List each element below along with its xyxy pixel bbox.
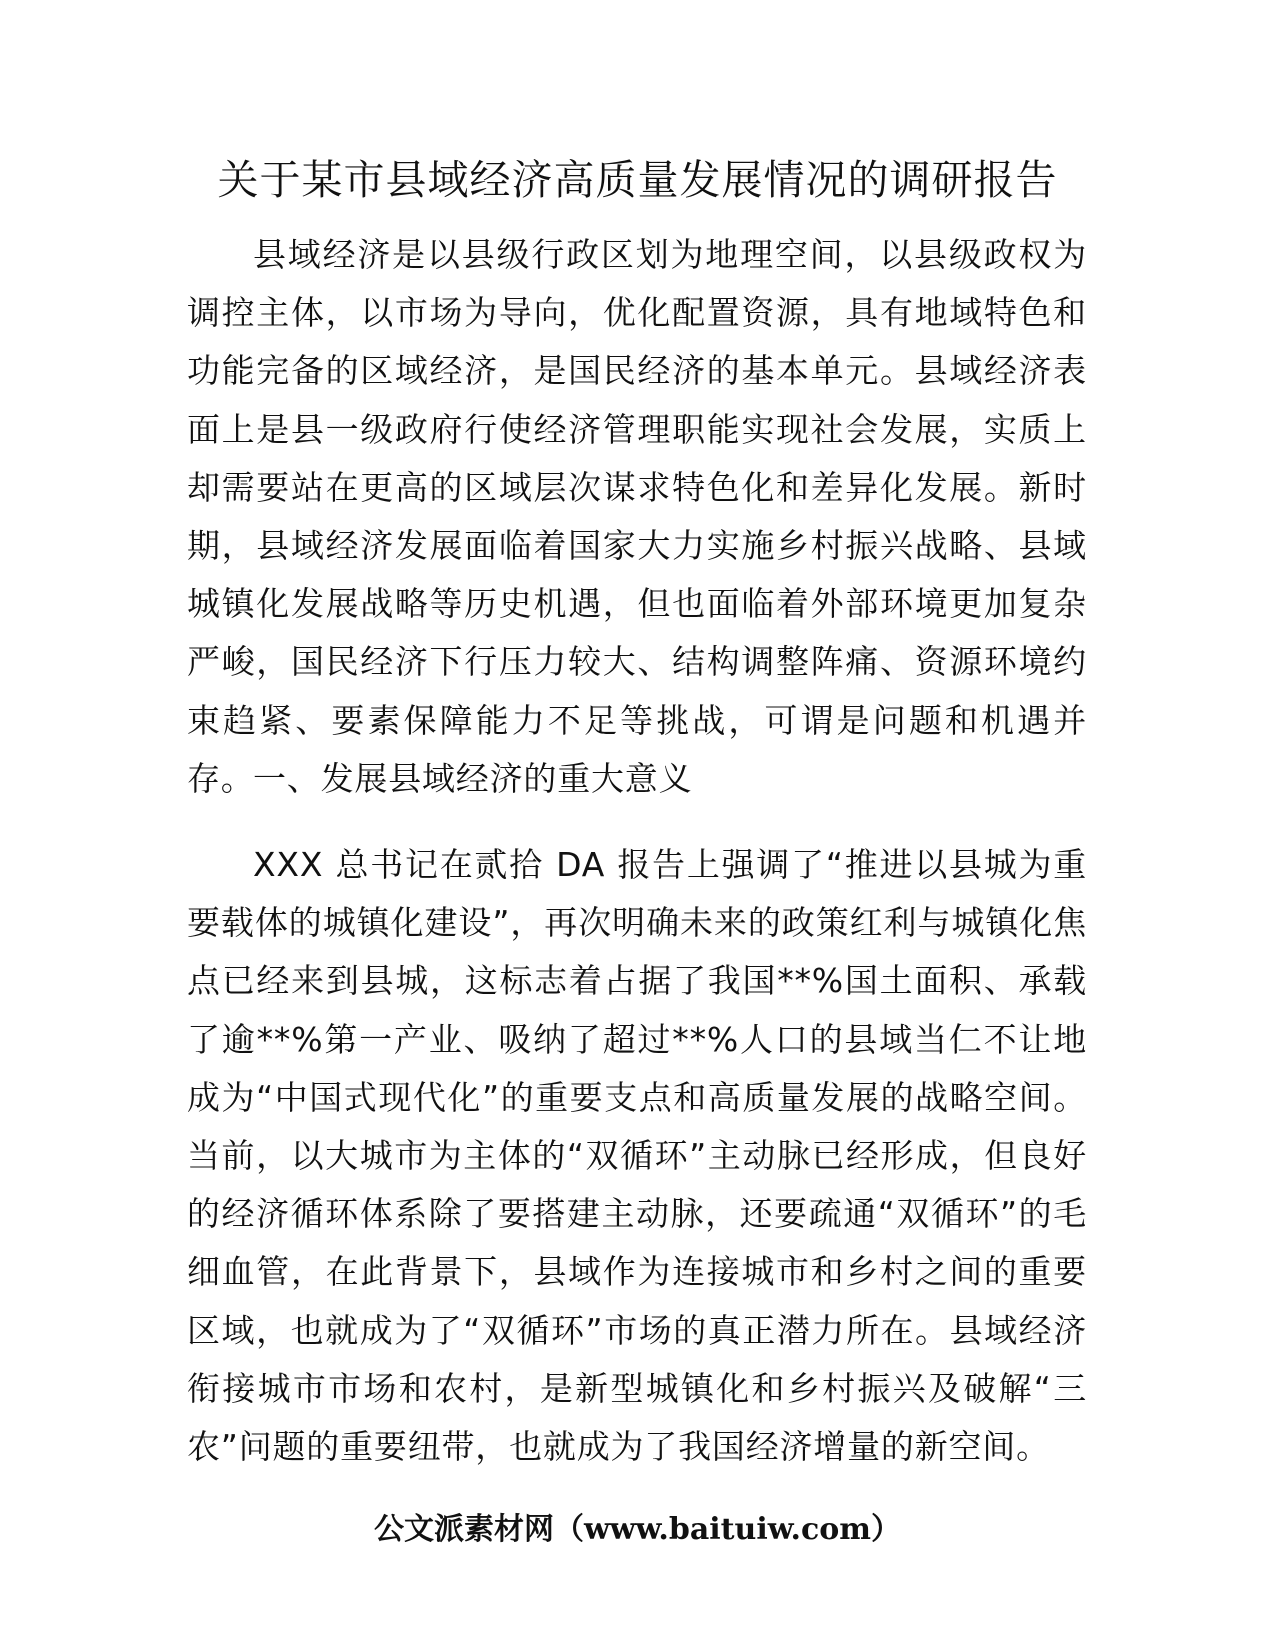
paragraph-significance: XXX 总书记在贰拾 DA 报告上强调了“推进以县城为重要载体的城镇化建设”，再次明确未来的政策红利与城镇化焦点已经来到县城，这标志着占据了我国**%国土面积、承载了逾**%第一产业、吸纳了超过**%人口的县域当仁不让地成为“中国式现代化”的重要支点和高质量发展的战略空间。当前，以大城市为主体的“双循环”主动脉已经形成，但良好的经济循环体系除了要搭建主动脉，还要疏通“双循环”的毛细血管，在此背景下，县域作为连接城市和乡村之间的重要区域，也就成为了“双循环”市场的真正潜力所在。县域经济衔接城市市场和农村，是新型城镇化和乡村振兴及破解“三农”问题的重要纽带，也就成为了我国经济增量的新空间。 bbox=[187, 845, 1087, 1467]
paragraph-intro: 县域经济是以县级行政区划为地理空间，以县级政权为调控主体，以市场为导向，优化配置资源，具有地域特色和功能完备的区域经济，是国民经济的基本单元。县域经济表面上是县一级政府行使经济管理职能实现社会发展，实质上却需要站在更高的区域层次谋求特色化和差异化发展。新时期，县域经济发展面临着国家大力实施乡村振兴战略、县域城镇化发展战略等历史机遇，但也面临着外部环境更加复杂严峻，国民经济下行压力较大、结构调整阵痛、资源环境约束趋紧、要素保障能力不足等挑战，可谓是问题和机遇并存。 bbox=[187, 235, 1087, 798]
section-heading: 一、发展县域经济的重大意义 bbox=[253, 759, 693, 798]
footer-watermark: 公文派素材网（www.baituiw.com） bbox=[373, 1512, 902, 1547]
document-title: 关于某市县域经济高质量发展情况的调研报告 bbox=[217, 156, 1058, 204]
